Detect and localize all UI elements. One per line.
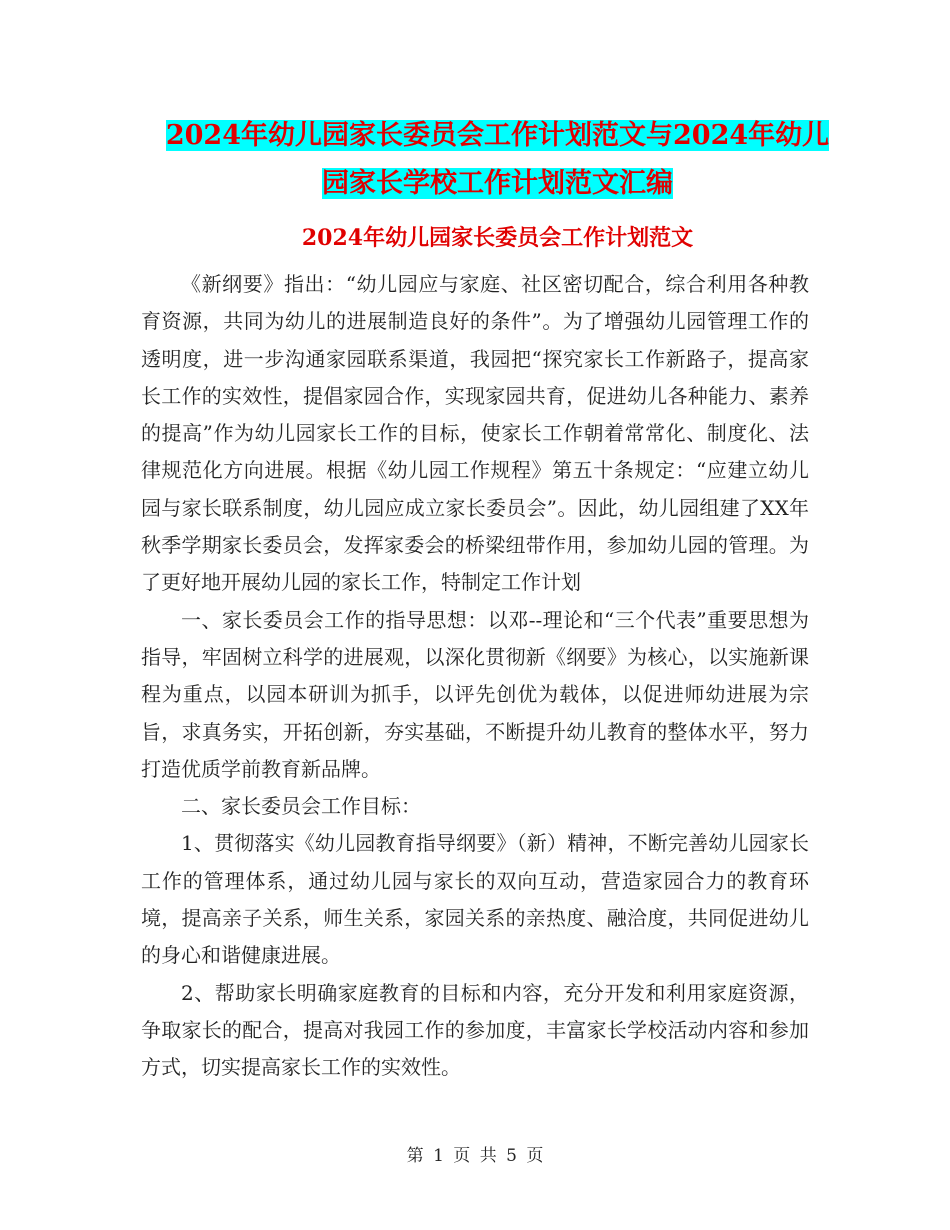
paragraph-goal-1: 1、贯彻落实《幼儿园教育指导纲要》（新）精神，不断完善幼儿园家长工作的管理体系，通过幼儿园与家长的双向互动，营造家园合力的教育环境，提高亲子关系，师生关系，家园关系的亲热度、融洽度，共同促进幼儿的身心和谐健康进展。 — [141, 831, 809, 968]
paragraph-goal-2: 2、帮助家长明确家庭教育的目标和内容，充分开发和利用家庭资源，争取家长的配合，提高对我园工作的参加度，丰富家长学校活动内容和参加方式，切实提高家长工作的实效性。 — [141, 980, 809, 1080]
document-title-line-2: 园家长学校工作计划范文汇编 — [322, 168, 673, 199]
paragraph-guiding-ideology: 一、家长委员会工作的指导思想：以邓--理论和“三个代表”重要思想为指导，牢固树立科学的进展观，以深化贯彻新《纲要》为核心，以实施新课程为重点，以园本研训为抓手，以评先创优为载体，以促进师幼进展为宗旨，求真务实，开拓创新，夯实基础，不断提升幼儿教育的整体水平，努力打造优质学前教育新品牌。 — [141, 607, 809, 781]
section-title: 2024年幼儿园家长委员会工作计划范文 — [301, 225, 694, 251]
document-title-line-1: 2024年幼儿园家长委员会工作计划范文与2024年幼儿 — [165, 120, 830, 151]
document-title — [140, 112, 855, 208]
page-number-footer: 第 1 页 共 5 页 — [406, 1146, 544, 1166]
paragraph-intro: 《新纲要》指出：“幼儿园应与家庭、社区密切配合，综合利用各种教育资源，共同为幼儿的进展制造良好的条件”。为了增强幼儿园管理工作的透明度，进一步沟通家园联系渠道，我园把“探究家长工作新路子，提高家长工作的实效性，提倡家园合作，实现家园共育，促进幼儿各种能力、素养的提高”作为幼儿园家长工作的目标，使家长工作朝着常常化、制度化、法律规范化方向进展。根据《幼儿园工作规程》第五十条规定：“应建立幼儿园与家长联系制度，幼儿园应成立家长委员会”。因此，幼儿园组建了XX年秋季学期家长委员会，发挥家委会的桥梁纽带作用，参加幼儿园的管理。为了更好地开展幼儿园的家长工作，特制定工作计划 — [141, 272, 809, 595]
paragraph-goals-heading: 二、家长委员会工作目标： — [181, 794, 421, 819]
document-body — [141, 266, 809, 1087]
